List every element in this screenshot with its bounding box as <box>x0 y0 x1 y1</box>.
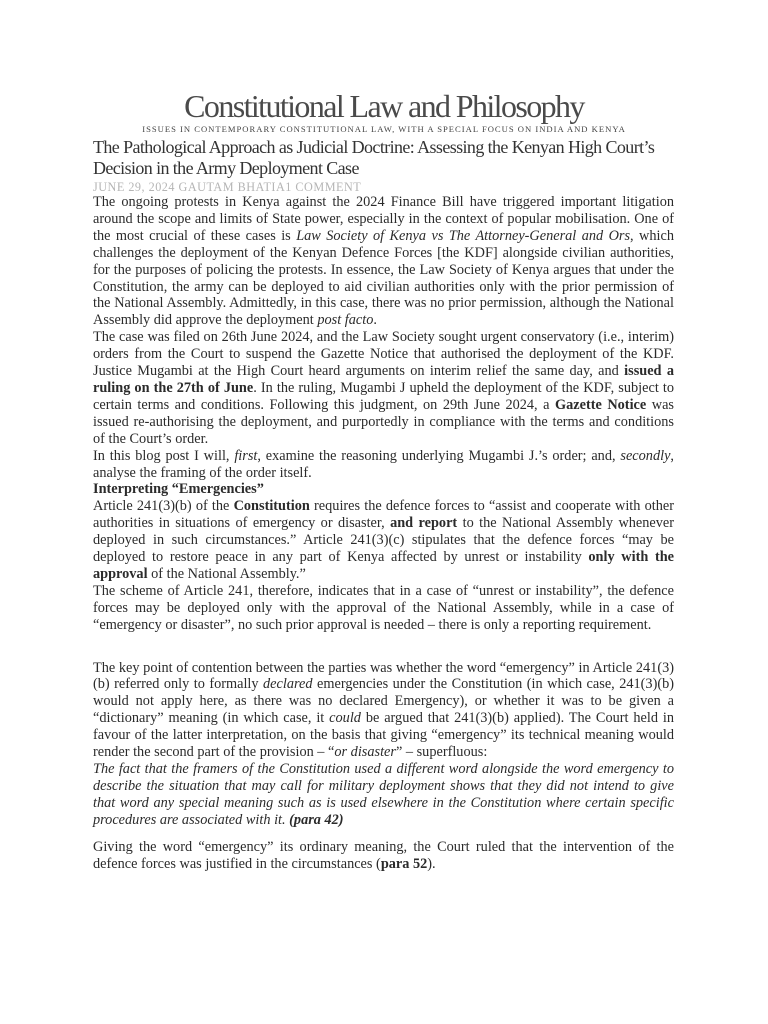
gazette-notice-link[interactable]: Gazette Notice <box>555 396 647 413</box>
paragraph-intro: The ongoing protests in Kenya against the 2024 Finance Bill have triggered important litigation around the scope and limits of State power, especially in the context of popular mobilisation. One of the most crucial of these cases is Law Society of Kenya vs The Attorney-General and Ors, which challenges the deployment of the Kenyan Defence Forces [the KDF] alongside civilian authorities, for the purposes of policing the protests. In essence, the Law Society of Kenya argues that under the Constitution, the army can be deployed to aid civilian authorities only with the prior permission of the National Assembly. Admittedly, in this case, there was no prior permission, although the National Assembly did approve the deployment post facto. <box>93 194 674 329</box>
paragraph-conclusion: Giving the word “emergency” its ordinary meaning, the Court ruled that the intervention of the defence forces was justified in the circumstances (para 52). <box>93 838 674 872</box>
post-meta[interactable]: JUNE 29, 2024 GAUTAM BHATIA1 COMMENT <box>93 180 362 194</box>
para-52-reference: para 52 <box>380 855 428 872</box>
paragraph-scheme: The scheme of Article 241, therefore, indicates that in a case of “unrest or instability”, the defence forces may be deployed only with the approval of the National Assembly, while in a case of “emergency or disaster”, no such prior approval is needed – there is only a reporting requirement. <box>93 582 674 633</box>
ruling-link[interactable]: issued a ruling on the 27th of June <box>93 363 674 396</box>
site-title[interactable]: Constitutional Law and Philosophy <box>184 88 584 124</box>
paragraph-gap <box>93 634 674 660</box>
block-quote: The fact that the framers of the Constitution used a different word alongside the word emergency to describe the situation that may call for military deployment shows that they did not intend to give that word any special meaning such as is used elsewhere in the Constitution where certain specific procedures are associated with it. (para 42) <box>93 761 674 828</box>
section-heading: Interpreting “Emergencies” <box>93 481 264 498</box>
constitution-link[interactable]: Constitution <box>233 498 310 515</box>
paragraph-case-filed: The case was filed on 26th June 2024, and the Law Society sought urgent conservatory (i.e., interim) orders from the Court to suspend the Gazette Notice that authorised the deployment of the KDF. Justice Mugambi at the High Court heard arguments on interim relief the same day, and issued a ruling on the 27th of June. In the ruling, Mugambi J upheld the deployment of the KDF, subject to certain terms and conditions. Following this judgment, on 29th June 2024, a Gazette Notice was issued re-authorising the deployment, and purportedly in compliance with the terms and conditions of the Court’s order. <box>93 329 674 447</box>
site-tagline: ISSUES IN CONTEMPORARY CONSTITUTIONAL LAW, WITH A SPECIAL FOCUS ON INDIA AND KENYA <box>142 124 626 134</box>
para-42-reference: (para 42) <box>285 811 344 828</box>
post-body <box>93 194 674 872</box>
paragraph-contention: The key point of contention between the parties was whether the word “emergency” in Article 241(3)(b) referred only to formally declared emergencies under the Constitution (in which case, 241(3)(b) would not apply here, as there was no declared Emergency), or whether it was to be given a “dictionary” meaning (in which case, it could be argued that 241(3)(b) applied). The Court held in favour of the latter interpretation, on the basis that giving “emergency” its technical meaning would render the second part of the provision – “or disaster” – superfluous: <box>93 659 674 761</box>
case-name: Law Society of Kenya vs The Attorney-General and Ors <box>296 227 631 244</box>
paragraph-outline: In this blog post I will, first, examine the reasoning underlying Mugambi J.’s order; and, secondly, analyse the framing of the order itself. <box>93 447 674 481</box>
post-title[interactable]: The Pathological Approach as Judicial Doctrine: Assessing the Kenyan High Court’s Decision in the Army Deployment Case <box>93 137 655 178</box>
paragraph-article-241: Article 241(3)(b) of the Constitution requires the defence forces to “assist and cooperate with other authorities in situations of emergency or disaster, and report to the National Assembly whenever deployed in such circumstances.” Article 241(3)(c) stipulates that the defence forces “may be deployed to restore peace in any part of Kenya affected by unrest or instability only with the approval of the National Assembly.” <box>93 498 675 582</box>
